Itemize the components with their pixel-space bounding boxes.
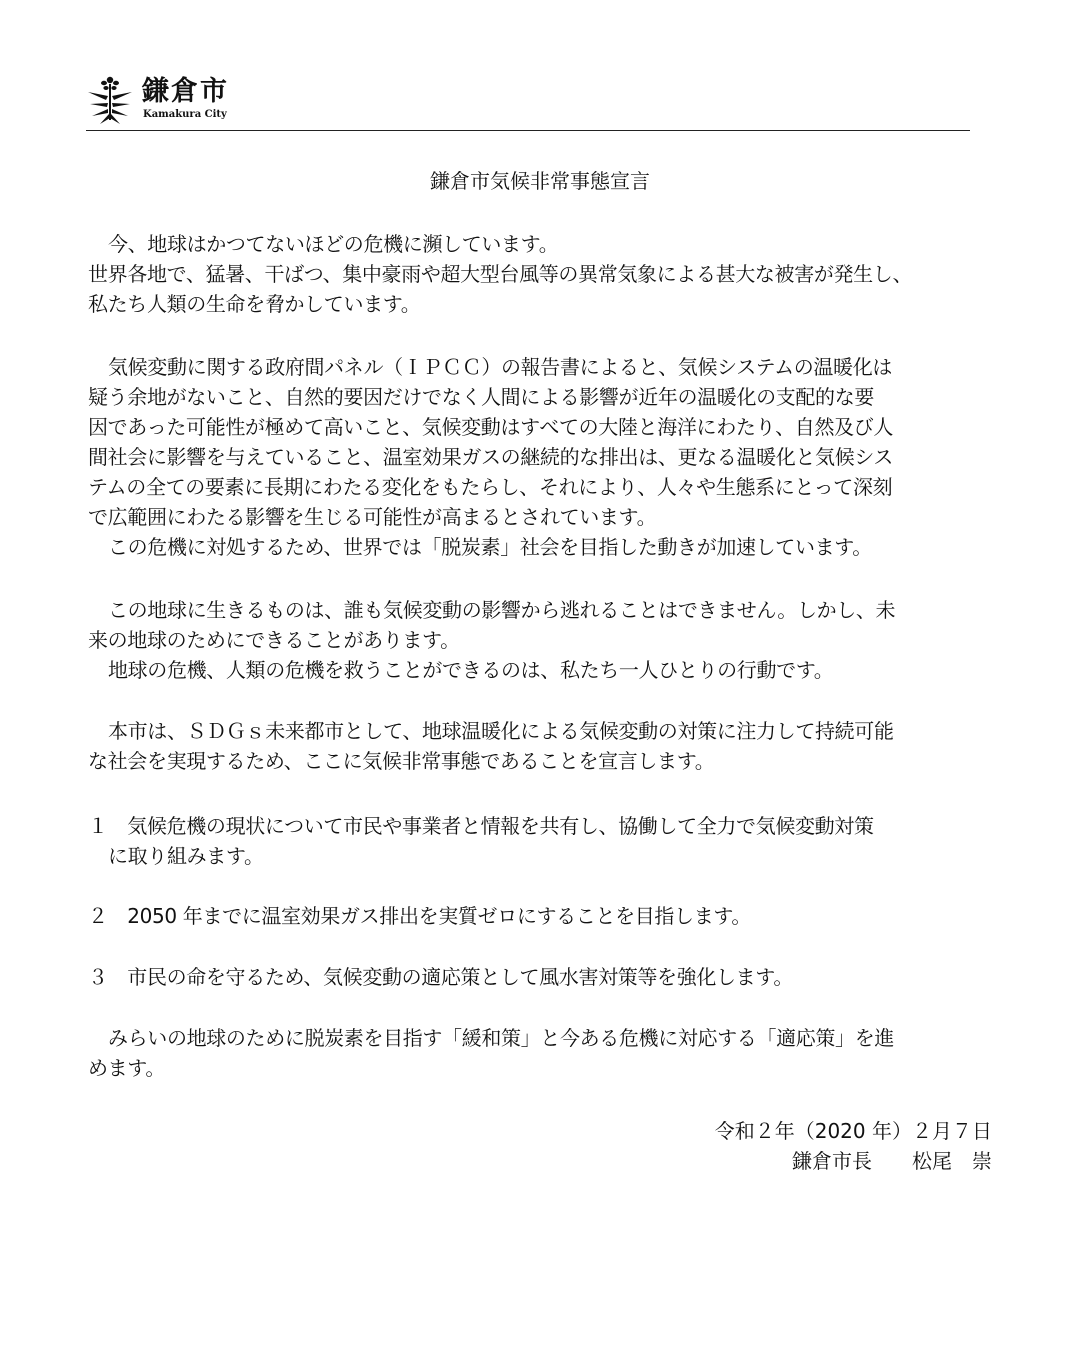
body-line: めます。: [88, 1056, 165, 1080]
body-line: 地球の危機、人類の危機を救うことができるのは、私たち一人ひとりの行動です。: [108, 658, 834, 682]
body-line: な社会を実現するため、ここに気候非常事態であることを宣言します。: [88, 749, 715, 773]
body-line: テムの全ての要素に長期にわたる変化をもたらし、それにより、人々や生態系にとって深刻: [88, 475, 893, 499]
kamakura-city-emblem-icon: [86, 74, 134, 126]
body-line: 来の地球のためにできることがあります。: [88, 628, 460, 652]
body-line: 気候変動に関する政府間パネル（ＩＰＣＣ）の報告書によると、気候システムの温暖化は: [108, 355, 892, 379]
body-line: みらいの地球のために脱炭素を目指す「緩和策」と今ある危機に対応する「適応策」を進: [108, 1026, 894, 1050]
body-line: 私たち人類の生命を脅かしています。: [88, 292, 421, 316]
signature: 鎌倉市長 松尾 崇: [792, 1149, 992, 1173]
body-line: この危機に対処するため、世界では「脱炭素」社会を目指した動きが加速しています。: [108, 535, 872, 559]
list-item-3: ３ 市民の命を守るため、気候変動の適応策として風水害対策等を強化します。: [88, 965, 793, 989]
body-line: 間社会に影響を与えていること、温室効果ガスの継続的な排出は、更なる温暖化と気候シス: [88, 445, 894, 469]
header-divider: [86, 130, 970, 131]
body-line: 疑う余地がないこと、自然的要因だけでなく人間による影響が近年の温暖化の支配的な要: [88, 385, 874, 409]
list-item-1: １ 気候危機の現状について市民や事業者と情報を共有し、協働して全力で気候変動対策: [88, 814, 874, 838]
org-name-en: Kamakura City: [143, 109, 227, 120]
body-line: で広範囲にわたる影響を生じる可能性が高まるとされています。: [88, 505, 657, 529]
body-line: この地球に生きるものは、誰も気候変動の影響から逃れることはできません。しかし、未: [108, 598, 896, 622]
body-line: 本市は、ＳＤＧｓ未来都市として、地球温暖化による気候変動の対策に注力して持続可能: [108, 719, 894, 743]
list-item-2: ２ 2050 年までに温室効果ガス排出を実質ゼロにすることを目指します。: [88, 904, 752, 928]
body-line: 因であった可能性が極めて高いこと、気候変動はすべての大陸と海洋にわたり、自然及び人: [88, 415, 894, 439]
body-line: 世界各地で、猛暑、干ばつ、集中豪雨や超大型台風等の異常気象による甚大な被害が発生し、: [88, 262, 913, 286]
list-item-1-continued: に取り組みます。: [108, 844, 264, 868]
document-date: 令和２年（2020 年）２月７日: [714, 1119, 992, 1143]
header: [86, 74, 286, 126]
body-line: 今、地球はかつてないほどの危機に瀕しています。: [108, 232, 559, 256]
document-title: 鎌倉市気候非常事態宣言: [430, 169, 650, 193]
org-name: 鎌倉市: [142, 76, 229, 107]
